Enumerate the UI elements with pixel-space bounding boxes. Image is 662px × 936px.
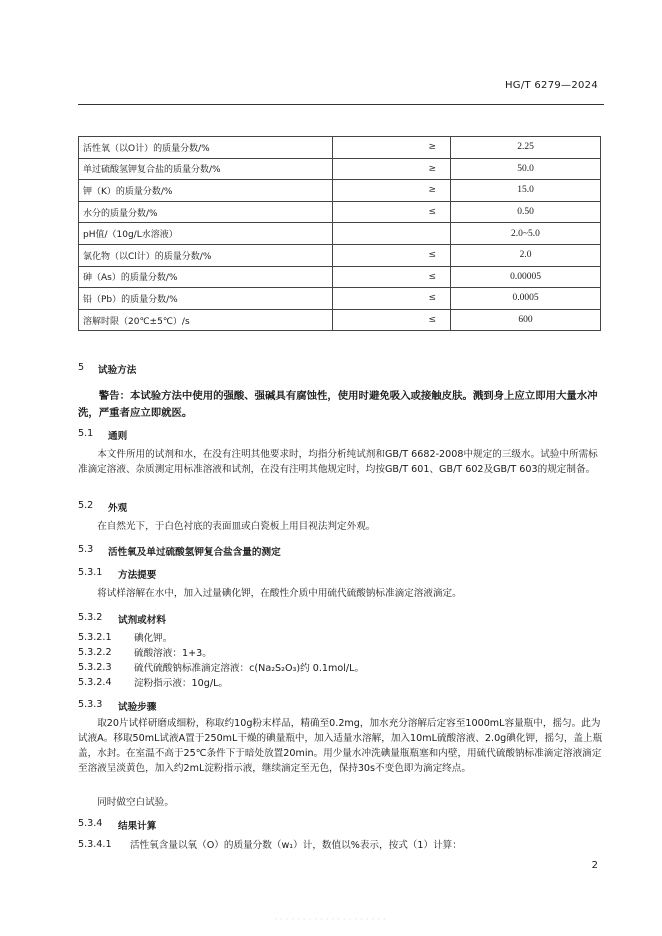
row-value: 50.0 bbox=[451, 158, 601, 180]
row-value: 600 bbox=[451, 309, 601, 331]
table-row bbox=[79, 180, 601, 202]
general-paragraph: 本文件所用的试剂和水，在没有注明其他要求时，均指分析纯试剂和GB/T 6682-2008中规定的三级水。试验中所需标准滴定溶液、杂质测定用标准溶液和试剂，在没有注明其他规定时，均按GB/T 601、GB/T 602及GB/T 603的规定制备。 bbox=[78, 449, 598, 475]
table-row bbox=[79, 244, 601, 266]
section-title: 活性氧及单过硫酸氢钾复合盐含量的测定 bbox=[108, 547, 281, 558]
appearance-paragraph: 在自然光下，于白色衬底的表面皿或白瓷板上用目视法判定外观。 bbox=[97, 521, 376, 532]
row-value: 2.0~5.0 bbox=[451, 223, 601, 245]
procedure-paragraph: 取20片试样研磨成细粉，称取约10g粉末样品，精确至0.2mg，加水充分溶解后定容至1000mL容量瓶中，摇匀。此为试液A。移取50mL试液A置于250mL干燥的碘量瓶中，加入适量水溶解，加入10mL硫酸溶液、2.0g碘化钾，摇匀，盖上瓶盖，水封。在室温不高于25℃条件下于暗处放置20min。用少量水冲洗碘量瓶瓶塞和内壁，用硫代硫酸钠标准滴定溶液滴定至溶液呈淡黄色，加入约2mL淀粉指示液，继续滴定至无色，保持30s不变色即为滴定终点。 bbox=[78, 718, 603, 774]
row-name: 砷（As）的质量分数/% bbox=[79, 266, 333, 288]
section-number: 5.3.1 bbox=[78, 567, 103, 578]
spec-table bbox=[78, 136, 601, 331]
row-value: 0.50 bbox=[451, 201, 601, 223]
row-name: 钾（K）的质量分数/% bbox=[79, 180, 333, 202]
section-number: 5.3 bbox=[78, 544, 94, 555]
section-title: 试验方法 bbox=[98, 365, 137, 376]
section-title: 试剂或材料 bbox=[118, 615, 166, 626]
row-op: ≤ bbox=[333, 266, 451, 288]
reagent-item: 淀粉指示液：10g/L。 bbox=[134, 678, 229, 689]
item-number: 5.3.2.1 bbox=[78, 632, 112, 643]
row-value: 0.0005 bbox=[451, 288, 601, 310]
section-number: 5.1 bbox=[78, 428, 94, 439]
standard-number: HG/T 6279—2024 bbox=[504, 80, 598, 91]
page-number: 2 bbox=[591, 860, 598, 871]
row-value: 2.0 bbox=[451, 244, 601, 266]
row-name: 铅（Pb）的质量分数/% bbox=[79, 288, 333, 310]
table-row bbox=[79, 137, 601, 159]
table-row bbox=[79, 201, 601, 223]
section-number: 5.2 bbox=[78, 500, 94, 511]
item-number: 5.3.2.2 bbox=[78, 647, 112, 658]
item-number: 5.3.2.3 bbox=[78, 662, 112, 673]
item-number: 5.3.4.1 bbox=[78, 839, 112, 850]
reagent-item: 硫酸溶液：1+3。 bbox=[134, 648, 212, 659]
section-title: 试验步骤 bbox=[118, 702, 157, 713]
footer-watermark: · · · · · · · · · · · · · · · · · · · · bbox=[274, 915, 386, 925]
row-op: ≤ bbox=[333, 201, 451, 223]
principle-paragraph: 将试样溶解在水中，加入过量碘化钾，在酸性介质中用硫代硫酸钠标准滴定溶液滴定。 bbox=[97, 588, 462, 599]
row-op: ≥ bbox=[333, 137, 451, 159]
item-number: 5.3.2.4 bbox=[78, 677, 112, 688]
calculation-text: 活性氧含量以氧（O）的质量分数（w₁）计，数值以%表示，按式（1）计算： bbox=[130, 840, 462, 851]
section-title: 方法提要 bbox=[118, 570, 157, 581]
row-value: 15.0 bbox=[451, 180, 601, 202]
section-title: 通则 bbox=[108, 431, 128, 442]
section-number: 5.3.4 bbox=[78, 818, 103, 829]
row-name: pH值/（10g/L水溶液） bbox=[79, 223, 333, 245]
reagent-item: 碘化钾。 bbox=[134, 633, 173, 644]
table-row bbox=[79, 223, 601, 245]
row-name: 水分的质量分数/% bbox=[79, 201, 333, 223]
row-op: ≥ bbox=[333, 180, 451, 202]
section-title: 外观 bbox=[108, 503, 128, 514]
row-op: ≥ bbox=[333, 158, 451, 180]
row-op bbox=[333, 223, 451, 245]
row-op: ≤ bbox=[333, 288, 451, 310]
header-rule bbox=[78, 104, 604, 105]
section-number: 5 bbox=[78, 362, 85, 373]
row-value: 2.25 bbox=[451, 137, 601, 159]
section-title: 结果计算 bbox=[118, 821, 157, 832]
row-name: 氯化物（以Cl计）的质量分数/% bbox=[79, 244, 333, 266]
table-row bbox=[79, 309, 601, 331]
table-row bbox=[79, 266, 601, 288]
table-row bbox=[79, 288, 601, 310]
row-op: ≤ bbox=[333, 309, 451, 331]
table-row bbox=[79, 158, 601, 180]
warning-text: 警告：本试验方法中使用的强酸、强碱具有腐蚀性，使用时避免吸入或接触皮肤。溅到身上应立即用大量水冲洗，严重者应立即就医。 bbox=[78, 390, 598, 419]
row-name: 溶解时限（20℃±5℃）/s bbox=[79, 309, 333, 331]
row-name: 活性氧（以O计）的质量分数/% bbox=[79, 137, 333, 159]
section-number: 5.3.2 bbox=[78, 612, 103, 623]
row-value: 0.00005 bbox=[451, 266, 601, 288]
blank-test-paragraph: 同时做空白试验。 bbox=[97, 797, 174, 808]
section-number: 5.3.3 bbox=[78, 699, 103, 710]
row-name: 单过硫酸氢钾复合盐的质量分数/% bbox=[79, 158, 333, 180]
row-op: ≤ bbox=[333, 244, 451, 266]
reagent-item: 硫代硫酸钠标准滴定溶液：c(Na₂S₂O₃)约 0.1mol/L。 bbox=[134, 663, 365, 674]
